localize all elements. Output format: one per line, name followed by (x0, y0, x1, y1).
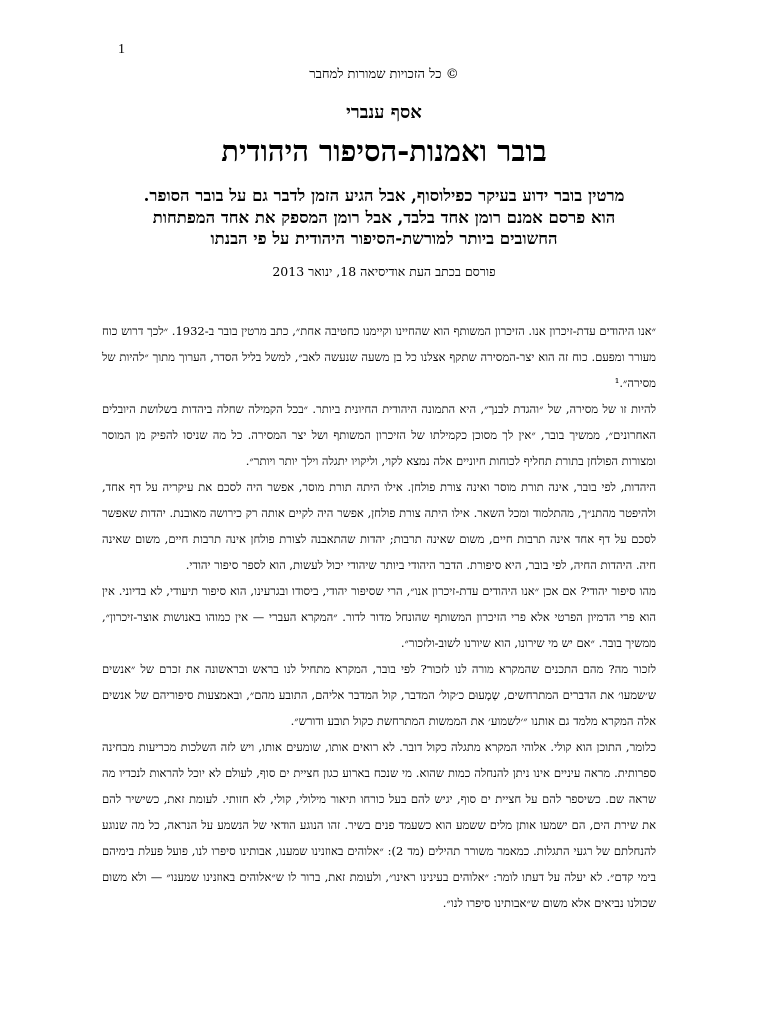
subtitle-line: החשובים ביותר למורשת-הסיפור היהודית על פי הבנתו (210, 229, 558, 249)
publication-info: פורסם בכתב העת אודיסיאה 18, ינואר 2013 (272, 263, 496, 279)
subtitle-line: הוא פרסם אמנם רומן אחד בלבד, אבל רומן המספק את אחד המפתחות (152, 207, 616, 227)
subtitle-line: מרטין בובר ידוע בעיקר כפילוסוף, אבל הגיע הזמן לדבר גם על בובר הסופר. (143, 186, 625, 206)
article-title: בובר ואמנות-הסיפור היהודית (221, 134, 547, 168)
paragraph: מהו סיפור יהודי? אם אכן ״אנו היהודים עדת-זיכרון אנו״, הרי שסיפור יהודי, ביסודו ובגרעינו, הוא סיפור תיעודי, לא בדיוני. אין הוא פרי הדמיון הפרטי אלא פרי הזיכרון המשותף שהונחל מדור לדור. ״המקרא העברי — אין כמוהו באנושות אוצר-זיכרון״, ממשיך בובר. ״אם יש מי שירונו, הוא שיורנו לשוב-ולזכור״. (102, 584, 656, 650)
article-subtitle (100, 185, 668, 249)
author-name: אסף ענברי (346, 102, 422, 123)
paragraph: היהדות, לפי בובר, אינה תורת מוסר ואינה צורת פולחן. אילו היתה תורת מוסר, אפשר היה לסכם את עיקריה על דף אחד, ולהיפטר מהתנ״ך, מהתלמוד ומכל השאר. אילו היתה צורת פולחן, אפשר היה לקיים אותה רק כירושה מאובנת. יהדות שאפשר לסכם על דף אחד אינה תרבות חיים, משום שאינה תרבות; יהדות שהתאבנה לצורת פולחן אינה תרבות חיים, משום שאינה חיה. היהדות החיה, לפי בובר, היא סיפורת. הדבר היהודי ביותר שיהודי יכול לעשות, הוא לספר סיפור יהודי. (102, 480, 656, 572)
paragraph: ״אנו היהודים עדת-זיכרון אנו. הזיכרון המשותף הוא שהחיינו וקיימנו כחטיבה אחת״, כתב מרטין בובר ב-1932. ״לכך דרוש כוח מעורר ומפעם. כוח זה הוא יצר-המסירה שתקף אצלנו כל בן משעה שנעשה לאב״, למשל בליל הסדר, הערוך מתוך ״להיות של מסירה״.¹ (102, 324, 656, 390)
article-header (100, 66, 668, 280)
paragraph: כלומר, התוכן הוא קולי. אלוהי המקרא מתגלה כקול דובר. לא רואים אותו, שומעים אותו, ויש לזה השלכות מכריעות מבחינה ספרותית. מראה עיניים אינו ניתן להנחלה כמות שהוא. מי שנכח בארוע כגון חציית ים סוף, לעולם לא יוכל להראות לנכדיו מה שראה שם. כשיספר להם על חציית ים סוף, יגיש להם בעל כורחו תיאור מילולי, קולי, לא חזותי. לעומת זאת, כשישיר להם את שירת הים, הם ישמעו אותן מלים ששמע הוא כשעמד פנים בשיר. זהו הנוגע הודאי של הנשמע על הנראה, כל מה שנוגע להנחלתם של רגעי התגלות. כמאמר משורר תהילים (מד 2): ״אלוהים באוזנינו שמענו, אבותינו סיפרו לנו, פועל פעלת בימיהם בימי קדם״. לא יעלה על דעתו לומר: ״אלוהים בעינינו ראינו״, ולעומת זאת, ברור לו ש״אלוהים באוזנינו שמענו״ — ולא משום שכולנו נביאים אלא משום ש״אבותינו סיפרו לנו״. (102, 740, 656, 910)
article-body (102, 318, 656, 916)
paragraph: להיות זו של מסירה, של ״והגדת לבנך״, היא התמונה היהודית החיונית ביותר. ״בכל הקמילה שחלה ביהדות בשלושת היובלים האחרונים״, ממשיך בובר, ״אין לך מסוכן כקמילתו של הזיכרון המשותף ושל יצר המסירה. כל מה שניסו להפיק מן המוסר ומצורות הפולחן בתורת תחליף לכוחות חיוניים אלה נמצא לקוי, וליקויו יתגלה וילך יותר ויותר״. (102, 402, 656, 468)
paragraph: לזכור מה? מהם התכנים שהמקרא מורה לנו לזכור? לפי בובר, המקרא מתחיל לנו בראש ובראשונה את זכרם של ״אנשים ש׳שמעו׳ את הדברים המתרחשים, שְמָעוּם כ׳קול׳ המדבר, קול המדבר אליהם, התובע מהם״, ובאמצעות סיפוריהם של אנשים אלה המקרא מלמד גם אותנו ״׳לשמוע׳ את הממשות המתרחשת כקול תובע ודורש״. (102, 662, 656, 728)
page-number: 1 (118, 42, 125, 57)
copyright-notice: © כל הזכויות שמורות למחבר (309, 67, 459, 82)
